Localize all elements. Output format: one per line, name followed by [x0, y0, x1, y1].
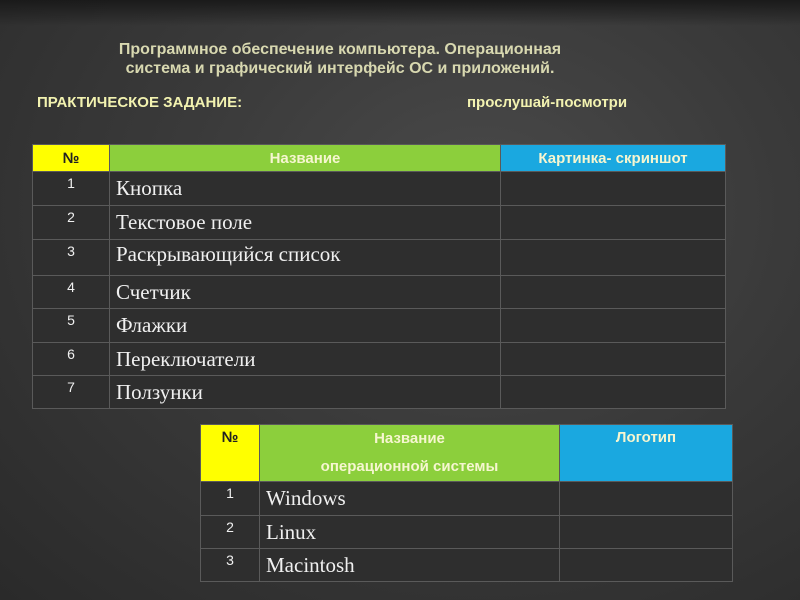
row-name: Текстовое поле — [110, 206, 501, 240]
table-row — [201, 549, 733, 582]
row-name: Ползунки — [110, 376, 501, 409]
table-header-row — [201, 425, 733, 482]
screenshot-cell — [501, 309, 726, 343]
header-name: Название — [110, 145, 501, 172]
row-number: 1 — [33, 172, 110, 206]
task-label: ПРАКТИЧЕСКОЕ ЗАДАНИЕ: — [37, 94, 243, 111]
table-row — [33, 206, 726, 240]
row-number: 5 — [33, 309, 110, 343]
row-number: 4 — [33, 276, 110, 309]
task-hint: прослушай-посмотри — [467, 94, 628, 111]
table-row — [33, 240, 726, 276]
screenshot-cell — [501, 172, 726, 206]
logo-cell — [560, 516, 733, 549]
row-name: Счетчик — [110, 276, 501, 309]
title-line-1: Программное обеспечение компьютера. Операционная — [118, 41, 562, 58]
os-table — [200, 424, 733, 582]
row-name: Раскрывающийся список — [110, 240, 501, 276]
table-row — [33, 276, 726, 309]
table-row — [33, 376, 726, 409]
header-logo: Логотип — [560, 425, 733, 482]
header-os-name-line-1: Название — [374, 430, 445, 447]
row-name: Linux — [260, 516, 560, 549]
screenshot-cell — [501, 276, 726, 309]
row-name: Кнопка — [110, 172, 501, 206]
screenshot-cell — [501, 343, 726, 376]
header-number: № — [33, 145, 110, 172]
slide-title — [60, 40, 620, 78]
row-number: 3 — [33, 240, 110, 276]
row-number: 6 — [33, 343, 110, 376]
table-row — [33, 309, 726, 343]
row-number: 2 — [201, 516, 260, 549]
row-name: Macintosh — [260, 549, 560, 582]
row-name: Переключатели — [110, 343, 501, 376]
header-os-name-line-2: операционной системы — [320, 458, 499, 475]
ui-elements-table — [32, 144, 726, 409]
table-header-row — [33, 145, 726, 172]
table-row — [201, 516, 733, 549]
screenshot-cell — [501, 376, 726, 409]
logo-cell — [560, 549, 733, 582]
table-row — [33, 343, 726, 376]
row-name: Флажки — [110, 309, 501, 343]
row-number: 7 — [33, 376, 110, 409]
header-os-name — [260, 425, 560, 482]
header-screenshot: Картинка- скриншот — [501, 145, 726, 172]
header-number: № — [201, 425, 260, 482]
row-number: 3 — [201, 549, 260, 582]
screenshot-cell — [501, 206, 726, 240]
slide-top-shadow — [0, 0, 800, 26]
screenshot-cell — [501, 240, 726, 276]
row-number: 1 — [201, 482, 260, 516]
table-row — [33, 172, 726, 206]
row-number: 2 — [33, 206, 110, 240]
title-line-2: система и графический интерфейс ОС и приложений. — [125, 60, 555, 77]
row-name: Windows — [260, 482, 560, 516]
logo-cell — [560, 482, 733, 516]
table-row — [201, 482, 733, 516]
